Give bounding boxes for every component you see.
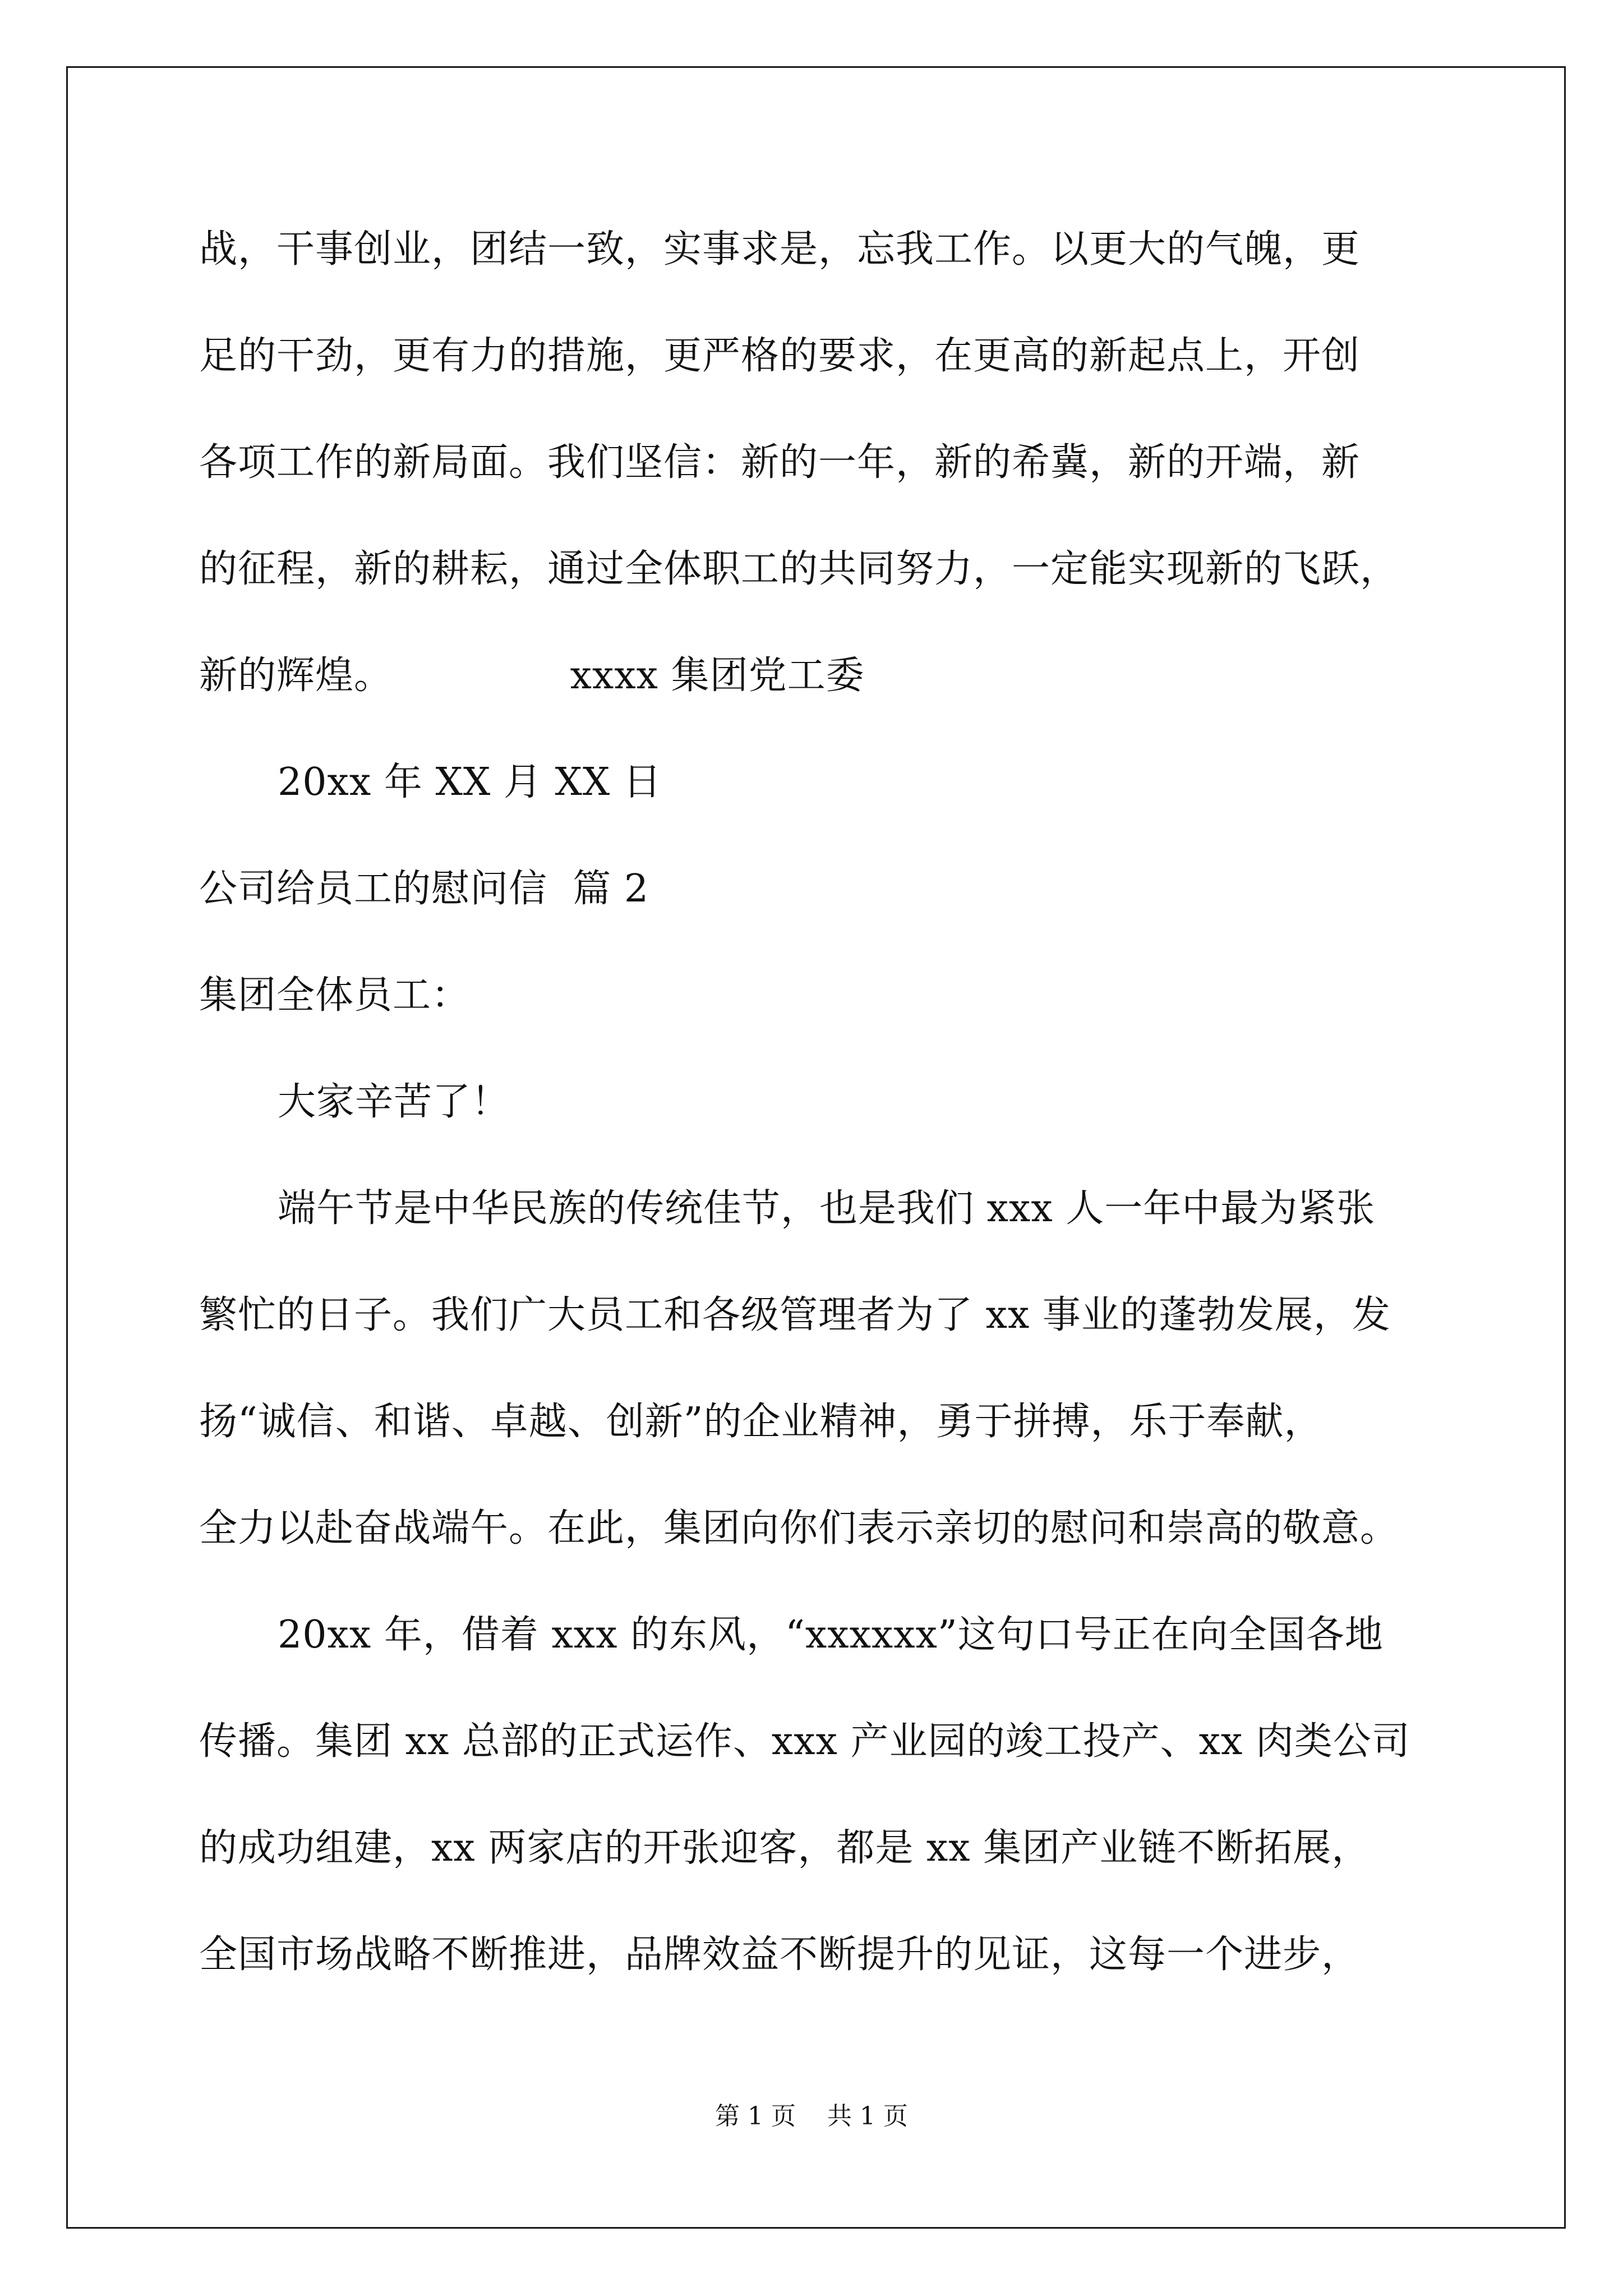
body-line-10: 传播。集团 xx 总部的正式运作、xxx 产业园的竣工投产、xx 肉类公司 [199, 1719, 1410, 1764]
body-line-6: 繁忙的日子。我们广大员工和各级管理者为了 xx 事业的蓬勃发展，发 [199, 1293, 1391, 1337]
page-border [66, 66, 1566, 2229]
body-line-5: 端午节是中华民族的传统佳节，也是我们 xxx 人一年中最为紧张 [278, 1186, 1376, 1231]
body-line-2: 足的干劲，更有力的措施，更严格的要求，在更高的新起点上，开创 [199, 334, 1361, 378]
body-line-3: 各项工作的新局面。我们坚信：新的一年，新的希冀，新的开端，新 [199, 440, 1361, 485]
signature-line: 新的辉煌。 xxxx 集团党工委 [199, 654, 865, 698]
greeting: 大家辛苦了！ [278, 1080, 510, 1124]
date-line: 20xx 年 XX 月 XX 日 [278, 760, 662, 804]
body-line-8: 全力以赴奋战端午。在此，集团向你们表示亲切的慰问和崇高的敬意。 [199, 1506, 1399, 1550]
body-line-12: 全国市场战略不断推进，品牌效益不断提升的见证，这每一个进步， [199, 1932, 1361, 1977]
page-footer: 第 1 页 共 1 页 [715, 2102, 908, 2131]
body-line-7: 扬“诚信、和谐、卓越、创新”的企业精神，勇于拼搏，乐于奉献， [199, 1400, 1323, 1444]
body-line-9: 20xx 年，借着 xxx 的东风，“xxxxxx”这句口号正在向全国各地 [278, 1613, 1384, 1657]
body-line-11: 的成功组建，xx 两家店的开张迎客，都是 xx 集团产业链不断拓展， [199, 1826, 1371, 1870]
salutation: 集团全体员工： [199, 973, 471, 1018]
body-line-4: 的征程，新的耕耘，通过全体职工的共同努力，一定能实现新的飞跃， [199, 547, 1399, 591]
section-heading: 公司给员工的慰问信 篇 2 [199, 867, 649, 911]
body-line-1: 战，干事创业，团结一致，实事求是，忘我工作。以更大的气魄，更 [199, 227, 1361, 272]
